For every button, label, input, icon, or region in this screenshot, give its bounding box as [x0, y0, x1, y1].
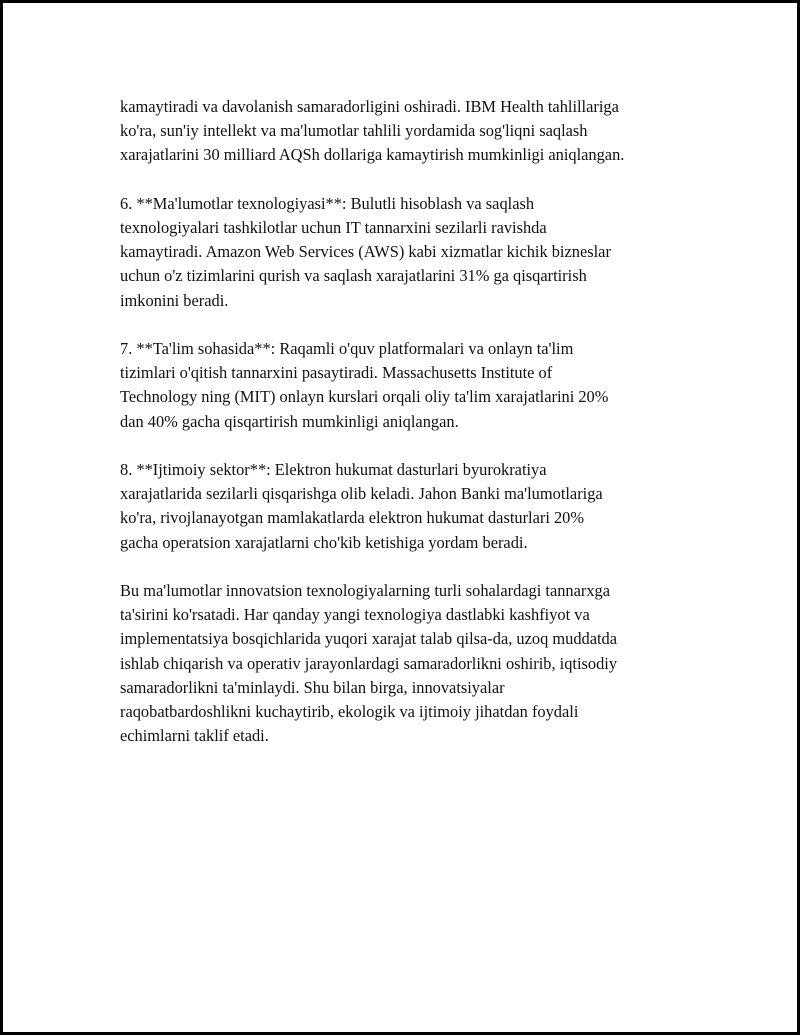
paragraph-education: 7. **Ta'lim sohasida**: Raqamli o'quv platformalari va onlayn ta'lim tizimlari o'qitish tannarxini pasaytiradi. Massachusetts Institute of Technology ning (MIT) onlayn kurslari orqali oliy ta'lim xarajatlarini 20% dan 40% gacha qisqartirish mumkinligi aniqlangan.: [120, 339, 609, 431]
paragraph-social-sector: 8. **Ijtimoiy sektor**: Elektron hukumat dasturlari byurokratiya xarajatlarida sezilarli qisqarishga olib keladi. Jahon Banki ma'lumotlariga ko'ra, rivojlanayotgan mamlakatlarda elektron hukumat dasturlari 20% gacha operatsion xarajatlarni cho'kib ketishiga yordam beradi.: [120, 460, 603, 552]
paragraph-information-technology: 6. **Ma'lumotlar texnologiyasi**: Bulutli hisoblash va saqlash texnologiyalari tashkilotlar uchun IT tannarxini sezilarli ravishda kamaytiradi. Amazon Web Services (AWS) kabi xizmatlar kichik bizneslar uchun o'z tizimlarini qurish va saqlash xarajatlarini 31% ga qisqartirish imkonini beradi.: [120, 193, 611, 310]
paragraph-conclusion: Bu ma'lumotlar innovatsion texnologiyalarning turli sohalardagi tannarxga ta'sirini ko'rsatadi. Har qanday yangi texnologiya dastlabki kashfiyot va implementatsiya bosqichlarida yuqori xarajat talab qilsa-da, uzoq muddatda ishlab chiqarish va operativ jarayonlardagi samaradorlikni oshirib, iqtisodiy samaradorlikni ta'minlaydi. Shu bilan birga, innovatsiyalar raqobatbardoshlikni kuchaytirib, ekologik va ijtimoiy jihatdan foydali echimlarni taklif etadi.: [120, 581, 618, 746]
paragraph-healthcare-continuation: kamaytiradi va davolanish samaradorligini oshiradi. IBM Health tahlillariga ko'ra, sun'iy intellekt va ma'lumotlar tahlili yordamida sog'liqni saqlash xarajatlarini 30 milliard AQSh dollariga kamaytirish mumkinligi aniqlangan.: [120, 97, 625, 165]
document-body: [120, 95, 700, 773]
